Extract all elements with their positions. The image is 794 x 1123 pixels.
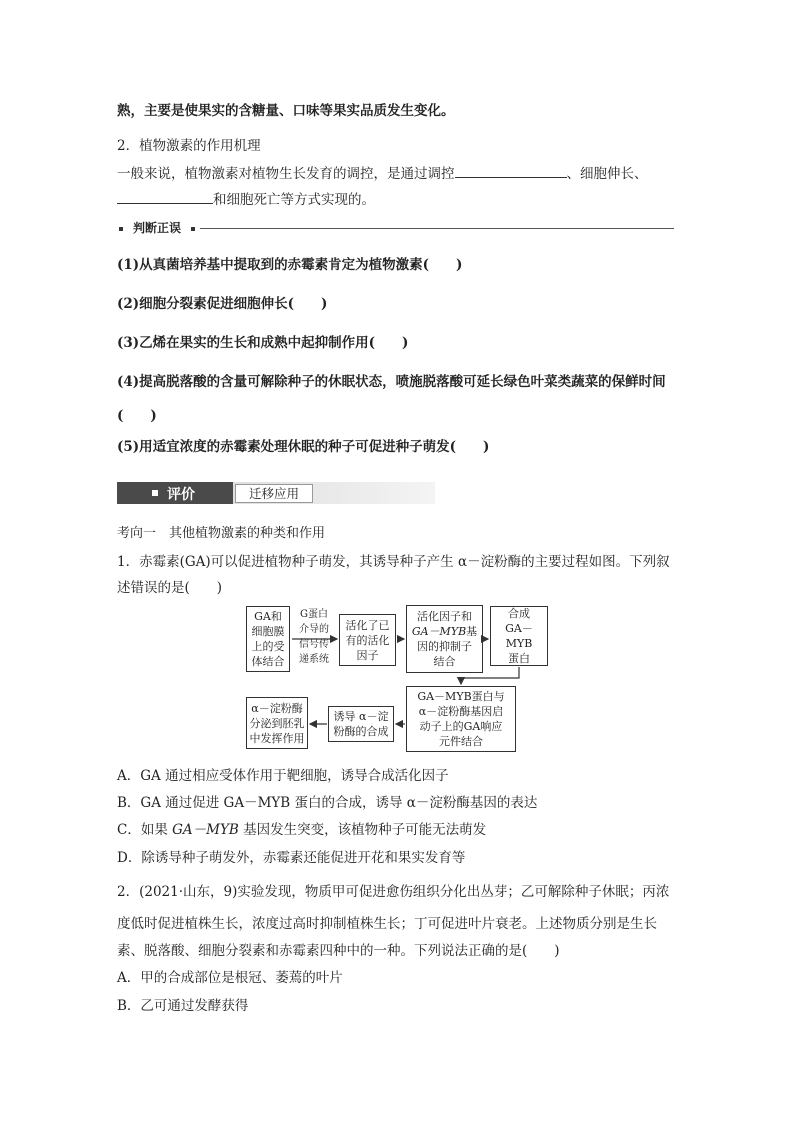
section-heading-mechanism: 2．植物激素的作用机理: [117, 138, 261, 154]
diagram-text: 诱导 α－淀: [333, 710, 389, 723]
topic-heading: 考向一 其他植物激素的种类和作用: [117, 526, 326, 541]
diagram-text: 细胞膜: [251, 625, 285, 638]
judge-item-2: (2)细胞分裂素促进细胞伸长( ): [117, 296, 328, 312]
q2-option-b[interactable]: B．乙可通过发酵获得: [117, 998, 249, 1014]
diagram-text: 蛋白: [508, 652, 530, 665]
q1-option-c-gene: GA－MYB: [172, 822, 239, 838]
q1-option-d[interactable]: D．除诱导种子萌发外，赤霉素还能促进开花和果实发育等: [117, 850, 466, 866]
q1-option-a[interactable]: A．GA 通过相应受体作用于靶细胞，诱导合成活化因子: [117, 768, 449, 784]
diagram-text: 元件结合: [439, 735, 483, 748]
diagram-text: 体结合: [251, 655, 285, 668]
q1-stem-line-1: 1．赤霉素(GA)可以促进植物种子萌发，其诱导种子产生 α－淀粉酶的主要过程如图。下列叙: [117, 554, 670, 570]
diagram-text: GA－MYB: [505, 622, 533, 650]
diagram-text: 递系统: [299, 654, 329, 665]
diagram-text: GA和: [254, 610, 282, 623]
q1-option-c-prefix: C．如果: [117, 822, 173, 838]
diagram-text: 有的活化: [345, 633, 390, 647]
evaluation-tab: 迁移应用: [235, 484, 313, 503]
q2-option-a[interactable]: A．甲的合成部位是根冠、萎蔫的叶片: [117, 970, 343, 986]
judge-item-3: (3)乙烯在果实的生长和成熟中起抑制作用( ): [117, 335, 409, 351]
q2-stem-line-3: 素、脱落酸、细胞分裂素和赤霉素四种中的一种。下列说法正确的是( ): [117, 943, 560, 959]
diagram-gene-name: GA－MYB: [411, 625, 467, 638]
diagram-text: 因的抑制子: [417, 640, 472, 653]
diagram-text: 结合: [433, 655, 456, 668]
q1-option-c[interactable]: [117, 820, 486, 840]
intro-line-1: 熟，主要是使果实的含糖量、口味等果实品质发生变化。: [117, 103, 455, 119]
judge-section-label: 判断正误: [133, 221, 182, 235]
q1-option-b[interactable]: B．GA 通过促进 GA－MYB 蛋白的合成，诱导 α－淀粉酶基因的表达: [117, 795, 538, 811]
diagram-text: 信号传: [299, 639, 329, 650]
diagram-text: 活化了已: [345, 618, 390, 632]
diagram-text: α－淀粉酶基因启: [418, 705, 504, 718]
diagram-text: 粉酶的合成: [333, 725, 389, 738]
q2-stem-line-2: 度低时促进植株生长，浓度过高时抑制植株生长；丁可促进叶片衰老。上述物质分别是生长: [117, 916, 657, 932]
judge-item-4-brackets: ( ): [117, 408, 157, 424]
diagram-text: 因子: [356, 648, 379, 662]
intro-line-3-tail: 、细胞伸长、: [566, 166, 648, 182]
judge-item-5: (5)用适宜浓度的赤霉素处理休眠的种子可促进种子萌发( ): [117, 439, 490, 455]
judge-item-4: (4)提高脱落酸的含量可解除种子的休眠状态，喷施脱落酸可延长绿色叶菜类蔬菜的保鲜时间: [117, 374, 666, 390]
diagram-text: G蛋白: [300, 609, 328, 620]
diagram-text: α－淀粉酶: [251, 701, 303, 715]
diagram-text: 动子上的GA响应: [419, 720, 503, 733]
diagram-text: 中发挥作用: [249, 731, 305, 745]
intro-line-4-text: 和细胞死亡等方式实现的。: [213, 192, 375, 208]
judge-item-1: (1)从真菌培养基中提取到的赤霉素肯定为植物激素( ): [117, 257, 463, 273]
arrow-down-icon: [461, 667, 519, 684]
diagram-text: 介导的: [299, 624, 329, 635]
diagram-text: 基: [466, 625, 478, 638]
q1-option-c-text: 基因发生突变，该植物种子可能无法萌发: [238, 822, 487, 838]
evaluation-label: 评价: [167, 487, 195, 503]
diagram-text: GA－MYB蛋白与: [417, 690, 505, 703]
diagram-text: 活化因子和: [417, 610, 472, 623]
diagram-text: 合成: [508, 607, 530, 620]
q1-stem-line-2: 述错误的是( ): [117, 580, 223, 596]
intro-line-3-text: 一般来说，植物激素对植物生长发育的调控，是通过调控: [117, 166, 455, 182]
diagram-text: 上的受: [251, 640, 285, 653]
diagram-text: 分泌到胚乳: [249, 716, 305, 730]
q2-stem-line-1: 2．(2021·山东，9)实验发现，物质甲可促进愈伤组织分化出丛芽；乙可解除种子休眠；丙浓: [117, 884, 670, 900]
